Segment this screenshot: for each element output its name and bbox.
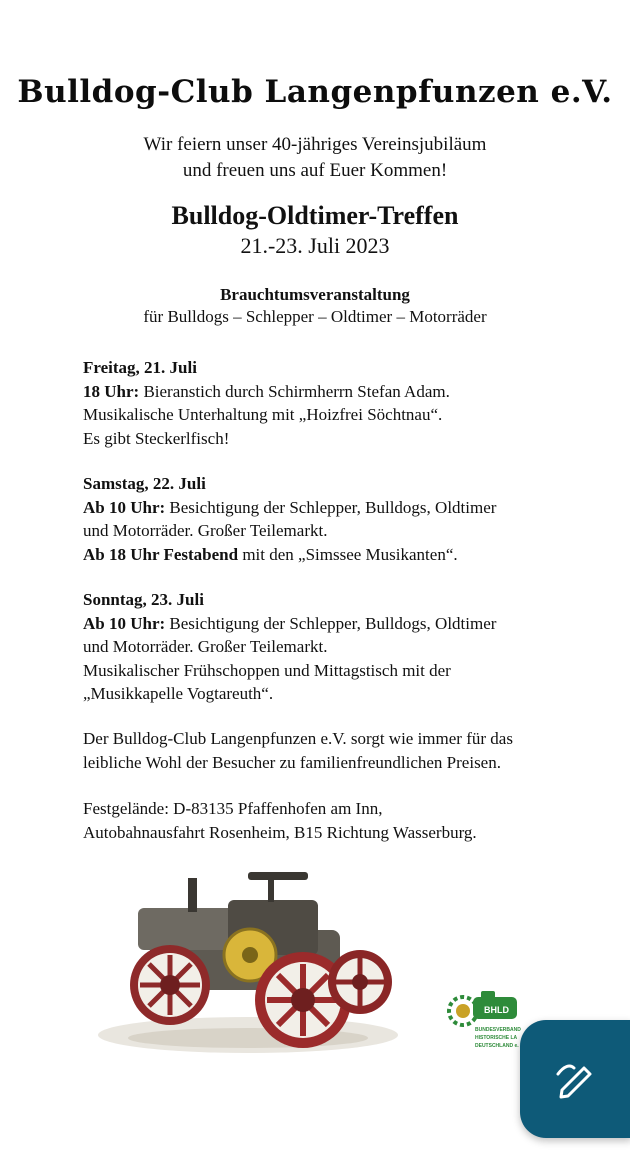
event-dates: 21.-23. Juli 2023 [240, 233, 390, 258]
logo-acronym: BHLD [484, 1005, 509, 1015]
catering-note [83, 727, 603, 774]
sunday-time: Ab 10 Uhr: [83, 613, 166, 633]
tractor-illustration [78, 860, 408, 1060]
intro-line-2: und freuen uns auf Euer Kommen! [182, 160, 448, 181]
catering-line-2: leibliche Wohl der Besucher zu familienfreundlichen Preisen. [83, 752, 501, 772]
saturday-text-3: mit den „Simssee Musikanten“. [238, 544, 458, 564]
friday-time: 18 Uhr: [83, 381, 140, 401]
club-title: Bulldog-Club Langenpfunzen e.V. [17, 74, 613, 110]
friday-heading: Freitag, 21. Juli [83, 358, 197, 377]
event-title: Bulldog-Oldtimer-Treffen [171, 201, 459, 230]
saturday-text-2: und Motorräder. Großer Teilemarkt. [83, 521, 328, 540]
sunday-heading: Sonntag, 23. Juli [83, 590, 204, 609]
catering-line-1: Der Bulldog-Club Langenpfunzen e.V. sorgt wie immer für das [83, 729, 513, 748]
category-label: Brauchtumsveranstaltung [220, 285, 410, 304]
sunday-section [83, 588, 603, 706]
saturday-section [83, 472, 603, 566]
saturday-time-1: Ab 10 Uhr: [83, 497, 166, 517]
category-subtitle: für Bulldogs – Schlepper – Oldtimer – Motorräder [143, 307, 487, 326]
friday-section [83, 356, 603, 450]
sunday-text-1: Besichtigung der Schlepper, Bulldogs, Oldtimer [165, 613, 497, 633]
sunday-text-3: Musikalischer Frühschoppen und Mittagstisch mit der [83, 660, 451, 680]
friday-text-3: Es gibt Steckerlfisch! [83, 428, 230, 448]
saturday-text-1: Besichtigung der Schlepper, Bulldogs, Oldtimer [165, 497, 497, 517]
logo-line-2: HISTORISCHE LA [475, 1035, 518, 1041]
edit-pen-icon [556, 1060, 596, 1100]
saturday-heading: Samstag, 22. Juli [83, 474, 206, 493]
location-line-2: Autobahnausfahrt Rosenheim, B15 Richtung Wasserburg. [83, 822, 477, 842]
logo-line-3: DEUTSCHLAND e. [475, 1043, 519, 1049]
sunday-text-4: „Musikkapelle Vogtareuth“. [83, 684, 274, 703]
location-line-1: Festgelände: D-83135 Pfaffenhofen am Inn, [83, 799, 383, 818]
friday-text-2: Musikalische Unterhaltung mit „Hoizfrei Söchtnau“. [83, 405, 443, 424]
intro-line-1: Wir feiern unser 40-jähriges Vereinsjubiläum [143, 134, 487, 155]
friday-text-1: Bieranstich durch Schirmherrn Stefan Adam. [139, 381, 450, 401]
logo-line-1: BUNDESVERBAND [475, 1027, 521, 1033]
location-note [83, 797, 603, 844]
edit-fab-button[interactable] [520, 1020, 630, 1138]
saturday-time-2: Ab 18 Uhr Festabend [83, 544, 239, 564]
intro-text [0, 132, 630, 184]
sunday-text-2: und Motorräder. Großer Teilemarkt. [83, 637, 328, 656]
